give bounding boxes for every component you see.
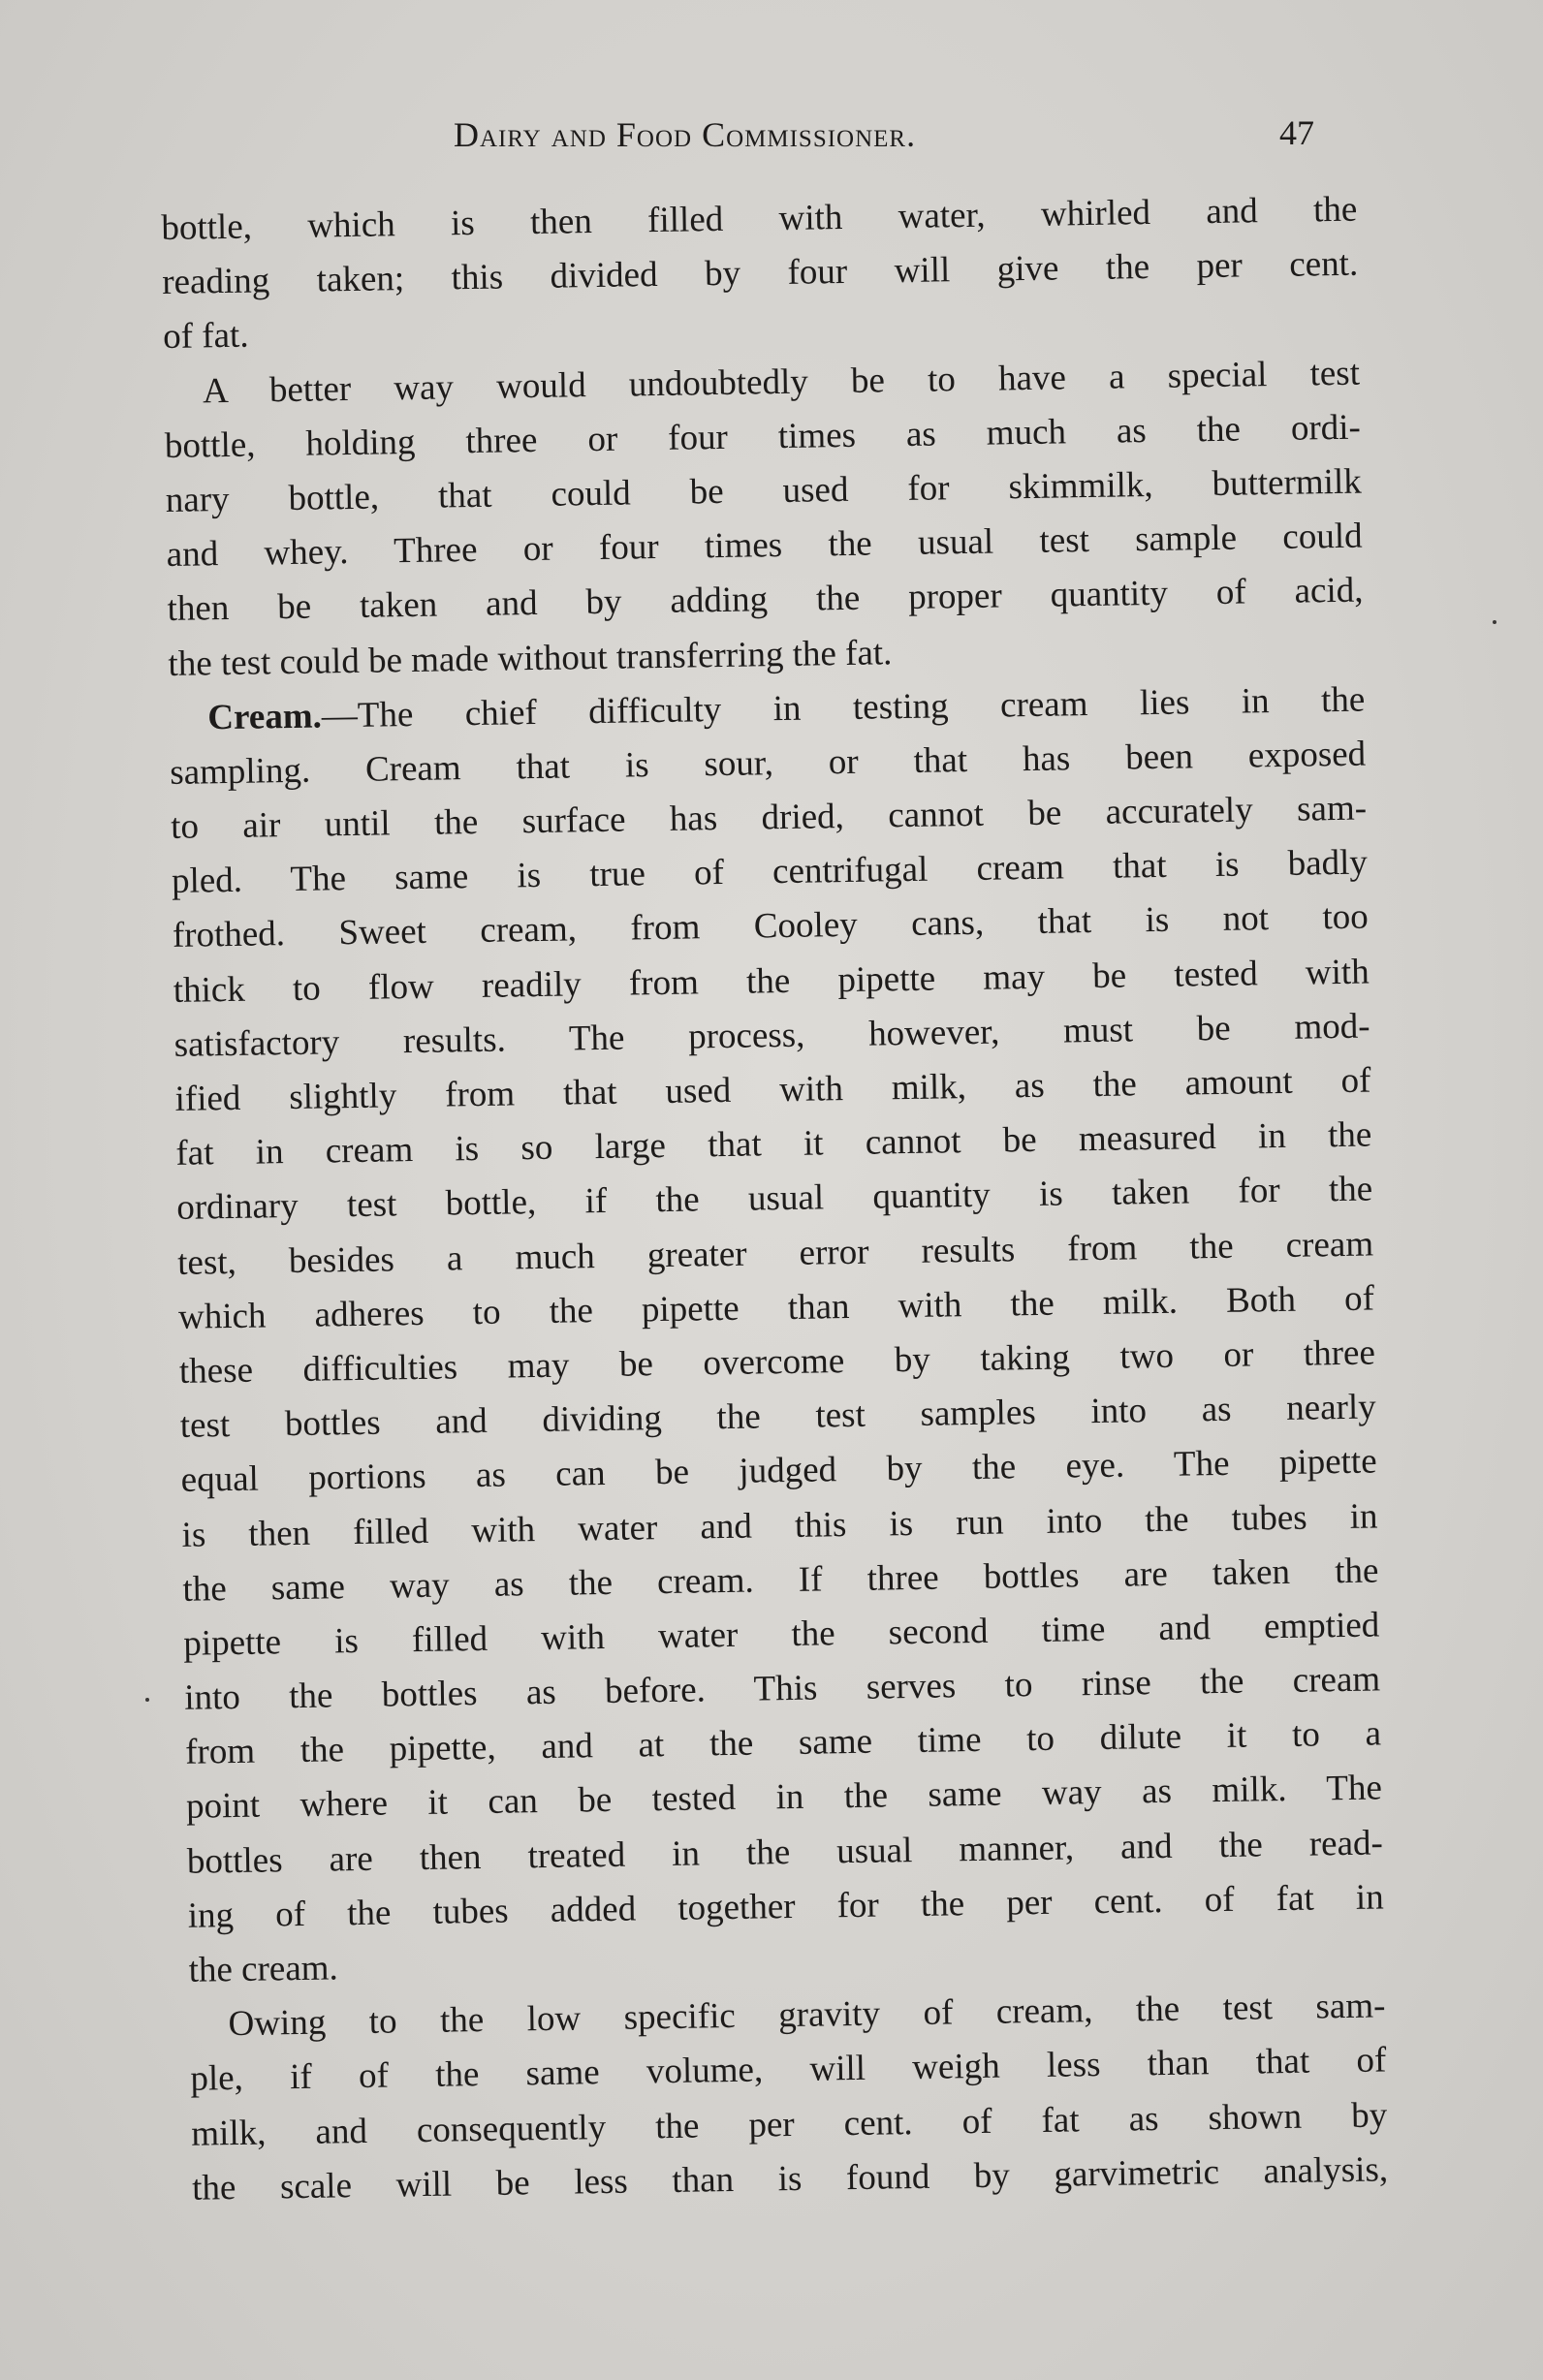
running-title: Dairy and Food Commissioner. bbox=[454, 115, 917, 154]
text-line: milk, and consequently the per cent. of fat as shown by bbox=[190, 2094, 1388, 2154]
text-line: fat in cream is so large that it cannot be measured in the bbox=[175, 1114, 1372, 1174]
text-line: into the bottles as before. This serves to rinse the cream bbox=[183, 1659, 1381, 1718]
text-line: equal portions as can be judged by the eye. The pipette bbox=[180, 1441, 1377, 1501]
text-line: A better way would undoubtedly be to have a special test bbox=[202, 353, 1361, 411]
text-line: bottle, holding three or four times as much as the ordi- bbox=[164, 407, 1362, 466]
text-line: point where it can be tested in the same way as milk. The bbox=[185, 1768, 1383, 1828]
text-line: from the pipette, and at the same time to dilute it to a bbox=[184, 1713, 1382, 1773]
text-line: satisfactory results. The process, however, must be mod- bbox=[173, 1006, 1370, 1065]
text-line: nary bottle, that could be used for skimmilk, buttermilk bbox=[165, 461, 1363, 520]
text-line: the cream. bbox=[188, 1948, 339, 1990]
text-line: ple, if of the same volume, will weigh less than that of bbox=[190, 2040, 1387, 2100]
text-line: the same way as the cream. If three bottles are taken the bbox=[182, 1550, 1379, 1610]
ink-speck bbox=[1493, 620, 1496, 624]
text-line: ordinary test bottle, if the usual quantity is taken for the bbox=[175, 1169, 1373, 1229]
ink-speck bbox=[145, 1698, 149, 1702]
text-line: Owing to the low specific gravity of cream, the test sam- bbox=[228, 1986, 1386, 2045]
text-line: these difficulties may be overcome by taking two or three bbox=[178, 1332, 1376, 1392]
text-line: to air until the surface has dried, cannot be accurately sam- bbox=[170, 788, 1368, 847]
text-line: thick to flow readily from the pipette may be tested with bbox=[173, 952, 1370, 1011]
text-line: bottle, which is then filled with water, whirled and the bbox=[161, 189, 1358, 248]
text-line: then be taken and by adding the proper quantity of acid, bbox=[167, 570, 1364, 630]
text-line: of fat. bbox=[162, 315, 249, 358]
text-line: reading taken; this divided by four will give the per cent. bbox=[161, 243, 1359, 303]
body-text bbox=[161, 183, 1389, 2216]
text-line-rest: —The chief difficulty in testing cream lies in the bbox=[321, 679, 1366, 736]
page-number: 47 bbox=[1279, 113, 1314, 152]
text-line: and whey. Three or four times the usual test sample could bbox=[166, 516, 1363, 576]
text-line: ing of the tubes added together for the per cent. of fat in bbox=[187, 1877, 1384, 1936]
text-line: frothed. Sweet cream, from Cooley cans, that is not too bbox=[172, 896, 1370, 956]
text-line: ified slightly from that used with milk, as the amount of bbox=[174, 1060, 1371, 1119]
text-line: the test could be made without transferring the fat. bbox=[168, 632, 893, 684]
text-line: bottles are then treated in the usual manner, and the read- bbox=[186, 1823, 1384, 1882]
text-line: test, besides a much greater error results from the cream bbox=[176, 1224, 1374, 1283]
text-line: pled. The same is true of centrifugal cream that is badly bbox=[171, 842, 1369, 902]
page-header bbox=[0, 114, 1543, 172]
text-line: which adheres to the pipette than with the milk. Both of bbox=[177, 1278, 1375, 1337]
text-line: the scale will be less than is found by garvimetric analysis, bbox=[191, 2149, 1389, 2208]
text-line: test bottles and dividing the test samples into as nearly bbox=[179, 1387, 1377, 1446]
text-line: is then filled with water and this is run into the tubes in bbox=[181, 1495, 1378, 1555]
run-in-heading: Cream. bbox=[207, 696, 323, 737]
text-line: sampling. Cream that is sour, or that has been exposed bbox=[169, 734, 1367, 793]
text-line: pipette is filled with water the second time and emptied bbox=[183, 1605, 1380, 1664]
